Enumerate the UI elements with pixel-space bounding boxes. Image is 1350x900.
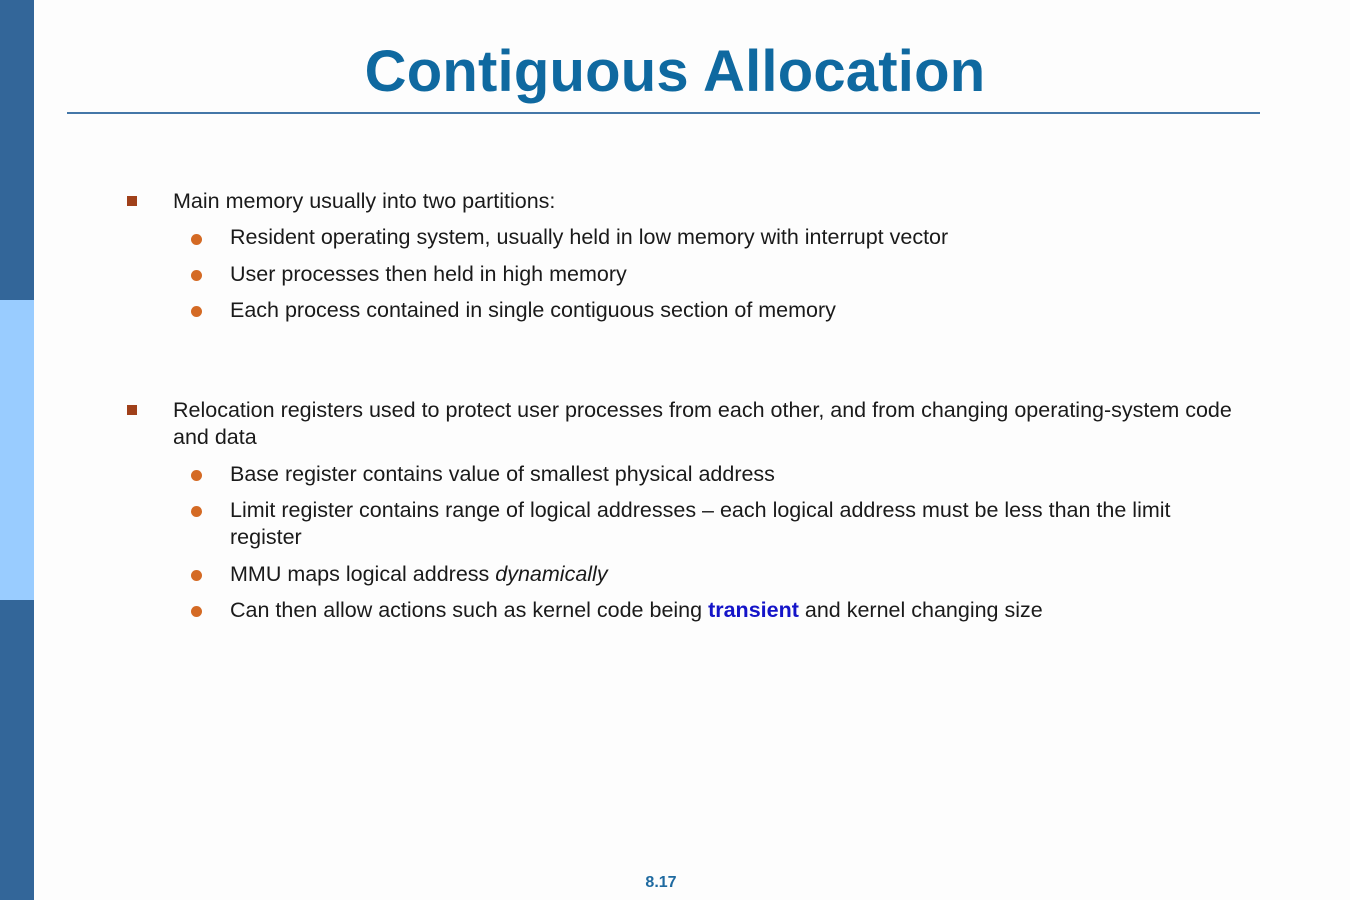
round-bullet-icon (191, 606, 202, 617)
sub-bullet-limit-register: Limit register contains range of logical addresses – each logical address must be less than the limit register (230, 498, 1171, 549)
sub-bullet-user-processes: User processes then held in high memory (230, 262, 627, 286)
page-number: 8.17 (645, 874, 677, 891)
sub-bullet-base-register: Base register contains value of smallest physical address (230, 462, 775, 486)
sub-bullet-contiguous-section: Each process contained in single contiguous section of memory (230, 298, 836, 322)
round-bullet-icon (191, 570, 202, 581)
sub-bullet-resident-os: Resident operating system, usually held in low memory with interrupt vector (230, 225, 949, 249)
bullet-relocation-registers: Relocation registers used to protect user processes from each other, and from changing operating-system code and data (173, 398, 1232, 449)
square-bullet-icon (127, 196, 137, 206)
sub-bullet-mmu (230, 561, 1240, 588)
sub-bullet-transient (230, 597, 1240, 624)
round-bullet-icon (191, 234, 202, 245)
round-bullet-icon (191, 270, 202, 281)
round-bullet-icon (191, 506, 202, 517)
square-bullet-icon (127, 405, 137, 415)
slide-title: Contiguous Allocation (364, 39, 986, 104)
round-bullet-icon (191, 470, 202, 481)
transient-text-pre: Can then allow actions such as kernel code being (230, 598, 709, 622)
mmu-dynamically-emphasis: dynamically (495, 562, 608, 586)
round-bullet-icon (191, 306, 202, 317)
bullet-main-memory: Main memory usually into two partitions: (173, 189, 556, 213)
mmu-text: MMU maps logical address (230, 562, 496, 586)
transient-text-post: and kernel changing size (798, 598, 1043, 622)
transient-highlight: transient (708, 598, 799, 622)
